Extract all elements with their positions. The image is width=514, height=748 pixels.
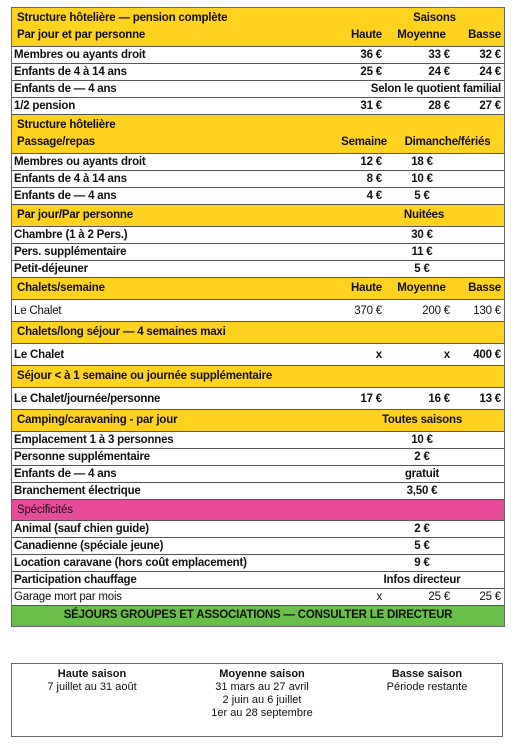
row-label: 1/2 pension — [14, 100, 76, 112]
legend-column — [22, 668, 162, 694]
table-row — [12, 589, 504, 606]
section-header — [12, 500, 504, 521]
table-row — [12, 81, 504, 98]
price-cell: 2 € — [414, 523, 430, 535]
row-label: Enfants de — 4 ans — [14, 83, 117, 95]
table-row — [12, 432, 504, 449]
row-label: Membres ou ayants droit — [14, 49, 146, 61]
table-row — [12, 483, 504, 500]
table-row — [12, 244, 504, 261]
row-label: Garage mort par mois — [14, 591, 122, 603]
legend-date-range: Période restante — [386, 681, 468, 693]
section-header — [12, 410, 504, 432]
row-label: Le Chalet/journée/personne — [14, 393, 161, 405]
price-cell: Nuitées — [403, 209, 445, 221]
section-header — [12, 606, 504, 626]
price-cell: 32 € — [479, 49, 501, 61]
season-legend — [11, 663, 503, 737]
price-cell: 2 € — [414, 451, 430, 463]
row-label: Chalets/long séjour — 4 semaines maxi — [17, 326, 226, 338]
table-row — [12, 188, 504, 205]
row-label: Chalets/semaine — [17, 282, 105, 294]
price-cell: 8 € — [366, 173, 382, 185]
section-header — [12, 115, 504, 154]
price-cell: 5 € — [414, 263, 430, 275]
table-row — [12, 300, 504, 322]
table-row — [12, 538, 504, 555]
table-row — [12, 466, 504, 483]
price-cell: Moyenne — [397, 282, 446, 294]
section-header — [12, 205, 504, 227]
price-cell: 5 € — [414, 190, 430, 202]
row-label: Camping/caravaning - par jour — [17, 414, 178, 426]
price-cell: Haute — [351, 282, 382, 294]
row-label: Séjour < à 1 semaine ou journée supplémentaire — [17, 370, 273, 382]
legend-title: Basse saison — [391, 668, 463, 680]
section-header — [12, 278, 504, 300]
price-cell: 10 € — [411, 173, 433, 185]
legend-date-range: 31 mars au 27 avril — [215, 681, 309, 693]
price-cell: 5 € — [414, 540, 430, 552]
price-cell: 33 € — [428, 49, 450, 61]
row-label: Enfants de 4 à 14 ans — [14, 173, 127, 185]
price-cell: x — [376, 591, 382, 603]
price-cell: 27 € — [479, 100, 501, 112]
price-cell: 25 € — [428, 591, 450, 603]
price-cell: Basse — [468, 282, 501, 294]
row-label: Le Chalet — [14, 349, 64, 361]
price-cell: 36 € — [360, 49, 382, 61]
table-row — [12, 521, 504, 538]
price-cell: 200 € — [422, 305, 450, 317]
price-cell: 17 € — [360, 393, 382, 405]
price-cell: 13 € — [479, 393, 501, 405]
legend-title: Moyenne saison — [219, 668, 305, 680]
price-cell: Semaine — [341, 136, 387, 148]
table-row — [12, 449, 504, 466]
row-label: Enfants de 4 à 14 ans — [14, 66, 127, 78]
price-cell: x — [443, 349, 450, 361]
row-label: Canadienne (spéciale jeune) — [14, 540, 164, 552]
row-label: Structure hôtelière — [17, 119, 116, 131]
table-row — [12, 154, 504, 171]
legend-column — [187, 668, 337, 720]
legend-date-range: 1er au 28 septembre — [211, 707, 313, 719]
price-cell: Moyenne — [397, 29, 446, 41]
row-label: Animal (sauf chien guide) — [14, 523, 149, 535]
price-cell: 25 € — [479, 591, 501, 603]
row-label: Chambre (1 à 2 Pers.) — [14, 229, 128, 241]
table-row — [12, 47, 504, 64]
price-cell: Passage/repas — [17, 136, 95, 148]
price-cell: Par jour et par personne — [17, 29, 146, 41]
section-header — [12, 366, 504, 388]
section-header — [12, 8, 504, 47]
price-cell: 25 € — [360, 66, 382, 78]
price-cell: 4 € — [366, 190, 382, 202]
price-cell: 11 € — [411, 246, 433, 258]
price-cell: 370 € — [354, 305, 382, 317]
table-row — [12, 344, 504, 366]
row-label: Membres ou ayants droit — [14, 156, 146, 168]
row-label: SÉJOURS GROUPES ET ASSOCIATIONS — CONSULTER LE DIRECTEUR — [63, 609, 453, 621]
tariff-table — [11, 7, 505, 627]
price-cell: Basse — [468, 29, 501, 41]
price-cell: 9 € — [414, 557, 430, 569]
row-label: Personne supplémentaire — [14, 451, 150, 463]
table-row — [12, 64, 504, 81]
row-label: Pers. supplémentaire — [14, 246, 127, 258]
table-row — [12, 572, 504, 589]
table-row — [12, 388, 504, 410]
row-label: Location caravane (hors coût emplacement) — [14, 557, 247, 569]
price-cell: 30 € — [411, 229, 433, 241]
row-label: Par jour/Par personne — [17, 209, 133, 221]
row-label: Spécificités — [17, 504, 73, 516]
price-cell: 16 € — [428, 393, 450, 405]
table-row — [12, 227, 504, 244]
price-cell: 12 € — [360, 156, 382, 168]
table-row — [12, 98, 504, 115]
row-label: Structure hôtelière — pension complète — [17, 12, 228, 24]
price-cell: 10 € — [411, 434, 433, 446]
table-row — [12, 555, 504, 572]
table-row — [12, 261, 504, 278]
row-label: Branchement électrique — [14, 485, 141, 497]
legend-date-range: 2 juin au 6 juillet — [222, 694, 302, 706]
price-cell: 31 € — [360, 100, 382, 112]
section-header — [12, 322, 504, 344]
price-cell: Dimanche/fériés — [404, 136, 491, 148]
price-cell: 24 € — [428, 66, 450, 78]
row-label: Enfants de — 4 ans — [14, 190, 117, 202]
price-cell: Toutes saisons — [381, 414, 463, 426]
price-cell: 130 € — [473, 305, 501, 317]
price-cell: gratuit — [404, 468, 440, 480]
price-cell: 18 € — [411, 156, 433, 168]
row-label: Enfants de — 4 ans — [14, 468, 117, 480]
price-cell: 3,50 € — [406, 485, 438, 497]
price-cell: Saisons — [413, 12, 456, 24]
price-cell: 28 € — [428, 100, 450, 112]
legend-title: Haute saison — [57, 668, 127, 680]
price-cell: Haute — [351, 29, 382, 41]
price-cell: Infos directeur — [383, 574, 461, 586]
legend-date-range: 7 juillet au 31 août — [47, 681, 137, 693]
table-row — [12, 171, 504, 188]
legend-column — [362, 668, 492, 694]
price-cell: Selon le quotient familial — [370, 83, 501, 95]
price-cell: x — [375, 349, 382, 361]
row-label: Participation chauffage — [14, 574, 137, 586]
price-cell: 400 € — [473, 349, 501, 361]
price-cell: 24 € — [479, 66, 501, 78]
row-label: Emplacement 1 à 3 personnes — [14, 434, 174, 446]
row-label: Petit-déjeuner — [14, 263, 88, 275]
row-label: Le Chalet — [14, 305, 62, 317]
